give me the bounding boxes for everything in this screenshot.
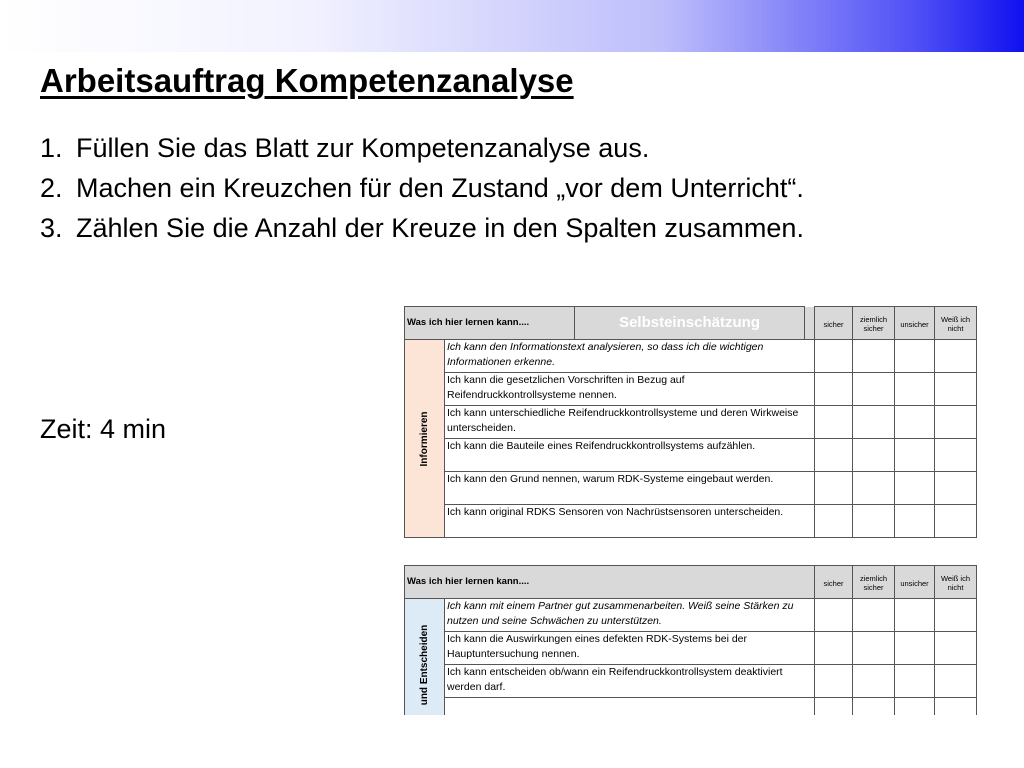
scale-header-unsicher: unsicher <box>895 307 935 340</box>
step-item <box>40 128 840 168</box>
task-steps <box>40 128 840 248</box>
step-item <box>40 208 840 248</box>
check-cell-weiss-nicht[interactable] <box>935 373 977 406</box>
competence-table-informieren <box>404 306 977 538</box>
check-cell-weiss-nicht[interactable] <box>935 505 977 538</box>
check-cell-ziemlich-sicher[interactable] <box>853 665 895 698</box>
check-cell-unsicher[interactable] <box>895 599 935 632</box>
check-cell-weiss-nicht[interactable] <box>935 665 977 698</box>
check-cell-unsicher[interactable] <box>895 472 935 505</box>
check-cell-sicher[interactable] <box>815 698 853 716</box>
check-cell-unsicher[interactable] <box>895 373 935 406</box>
self-assessment-header: Selbsteinschätzung <box>575 307 805 340</box>
check-cell-sicher[interactable] <box>815 406 853 439</box>
check-cell-sicher[interactable] <box>815 665 853 698</box>
category-entscheiden <box>405 599 445 716</box>
competence-statement: Ich kann den Grund nennen, warum RDK-Systeme eingebaut werden. <box>445 472 815 505</box>
check-cell-ziemlich-sicher[interactable] <box>853 373 895 406</box>
check-cell-unsicher[interactable] <box>895 665 935 698</box>
step-number: 3. <box>40 213 63 243</box>
check-cell-ziemlich-sicher[interactable] <box>853 698 895 716</box>
check-cell-unsicher[interactable] <box>895 406 935 439</box>
competence-statement: Ich kann entscheiden ob/wann ein Reifendruckkontrollsystem deaktiviert werden darf. <box>445 665 815 698</box>
scale-header-sicher: sicher <box>815 307 853 340</box>
scale-header-weiss-nicht: Weiß ich nicht <box>935 566 977 599</box>
category-label: Informieren <box>418 410 430 467</box>
check-cell-ziemlich-sicher[interactable] <box>853 599 895 632</box>
what-you-learn-header: Was ich hier lernen kann.... <box>405 307 575 340</box>
check-cell-ziemlich-sicher[interactable] <box>853 472 895 505</box>
check-cell-ziemlich-sicher[interactable] <box>853 632 895 665</box>
category-label: und Entscheiden <box>418 624 430 705</box>
check-cell-ziemlich-sicher[interactable] <box>853 340 895 373</box>
check-cell-sicher[interactable] <box>815 472 853 505</box>
competence-statement: Ich kann unterschiedliche Reifendruckkontrollsysteme und deren Wirkweise unterscheiden. <box>445 406 815 439</box>
scale-header-sicher: sicher <box>815 566 853 599</box>
competence-statement: Ich kann den Informationstext analysieren, so dass ich die wichtigen Informationen erkenne. <box>445 340 815 373</box>
check-cell-ziemlich-sicher[interactable] <box>853 439 895 472</box>
check-cell-unsicher[interactable] <box>895 340 935 373</box>
scale-header-unsicher: unsicher <box>895 566 935 599</box>
scale-header-ziemlich-sicher: ziemlich sicher <box>853 307 895 340</box>
competence-statement: Ich kann die Bauteile eines Reifendruckkontrollsystems aufzählen. <box>445 439 815 472</box>
scale-header-ziemlich-sicher: ziemlich sicher <box>853 566 895 599</box>
check-cell-weiss-nicht[interactable] <box>935 340 977 373</box>
check-cell-unsicher[interactable] <box>895 698 935 716</box>
check-cell-sicher[interactable] <box>815 373 853 406</box>
check-cell-weiss-nicht[interactable] <box>935 472 977 505</box>
check-cell-unsicher[interactable] <box>895 632 935 665</box>
check-cell-sicher[interactable] <box>815 340 853 373</box>
check-cell-sicher[interactable] <box>815 505 853 538</box>
check-cell-unsicher[interactable] <box>895 505 935 538</box>
category-informieren <box>405 340 445 538</box>
header-spacer <box>805 307 815 340</box>
check-cell-sicher[interactable] <box>815 599 853 632</box>
check-cell-ziemlich-sicher[interactable] <box>853 406 895 439</box>
scale-header-weiss-nicht: Weiß ich nicht <box>935 307 977 340</box>
check-cell-weiss-nicht[interactable] <box>935 632 977 665</box>
step-number: 1. <box>40 133 63 163</box>
slide-title: Arbeitsauftrag Kompetenzanalyse <box>40 62 574 99</box>
check-cell-unsicher[interactable] <box>895 439 935 472</box>
check-cell-weiss-nicht[interactable] <box>935 406 977 439</box>
competence-statement: Ich kann die gesetzlichen Vorschriften in Bezug auf Reifendruckkontrollsysteme nennen. <box>445 373 815 406</box>
competence-statement: Ich kann die Auswirkungen eines defekten RDK-Systems bei der Hauptuntersuchung nennen. <box>445 632 815 665</box>
check-cell-weiss-nicht[interactable] <box>935 439 977 472</box>
competence-statement-empty <box>445 698 815 716</box>
check-cell-weiss-nicht[interactable] <box>935 599 977 632</box>
step-text: Machen ein Kreuzchen für den Zustand „vor dem Unterricht“. <box>76 173 804 203</box>
header-gradient-band <box>0 0 1024 52</box>
competence-table-entscheiden <box>404 565 977 715</box>
step-text: Zählen Sie die Anzahl der Kreuze in den Spalten zusammen. <box>76 213 804 243</box>
check-cell-ziemlich-sicher[interactable] <box>853 505 895 538</box>
check-cell-weiss-nicht[interactable] <box>935 698 977 716</box>
time-limit: Zeit: 4 min <box>40 414 167 444</box>
competence-statement: Ich kann mit einem Partner gut zusammenarbeiten. Weiß seine Stärken zu nutzen und seine Schwächen zu unterstützen. <box>445 599 815 632</box>
check-cell-sicher[interactable] <box>815 439 853 472</box>
what-you-learn-header: Was ich hier lernen kann.... <box>405 566 815 599</box>
check-cell-sicher[interactable] <box>815 632 853 665</box>
competence-statement: Ich kann original RDKS Sensoren von Nachrüstsensoren unterscheiden. <box>445 505 815 538</box>
step-item <box>40 168 840 208</box>
table2-clip <box>404 565 978 715</box>
step-number: 2. <box>40 173 63 203</box>
step-text: Füllen Sie das Blatt zur Kompetenzanalyse aus. <box>76 133 650 163</box>
